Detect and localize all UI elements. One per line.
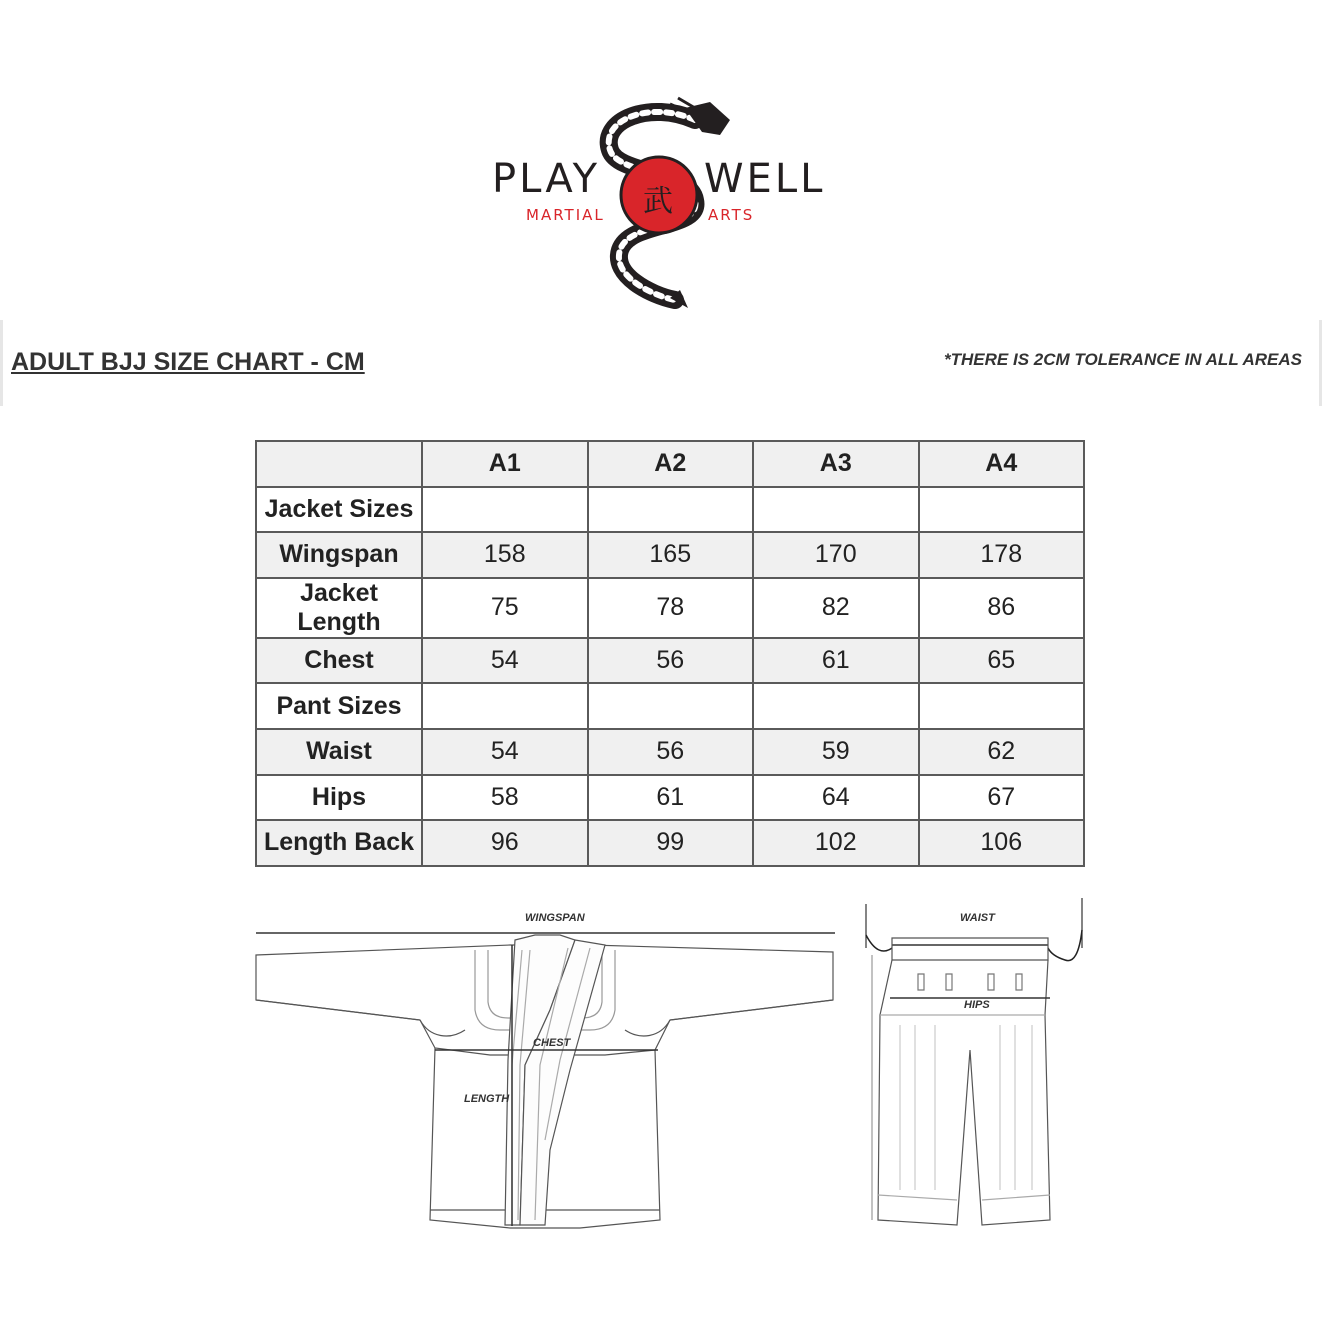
row-label: Chest	[256, 638, 422, 684]
chest-label: CHEST	[533, 1037, 571, 1049]
logo-word-well: WELL	[704, 156, 826, 202]
column-header-a3: A3	[753, 441, 919, 487]
hips-label: HIPS	[964, 999, 990, 1011]
table-cell: 78	[588, 578, 754, 638]
emblem-character: 武	[643, 184, 673, 219]
table-cell	[588, 683, 754, 729]
waist-label: WAIST	[960, 912, 995, 924]
tolerance-note: *THERE IS 2CM TOLERANCE IN ALL AREAS	[944, 350, 1302, 369]
column-header-a4: A4	[919, 441, 1085, 487]
pants-diagram	[860, 890, 1100, 1235]
table-row	[256, 638, 1084, 684]
table-cell: 61	[588, 775, 754, 821]
table-cell	[919, 683, 1085, 729]
table-cell	[919, 487, 1085, 533]
jacket-diagram	[250, 890, 840, 1235]
logo-word-play: PLAY	[492, 156, 601, 202]
table-cell	[588, 487, 754, 533]
table-cell: 62	[919, 729, 1085, 775]
table-cell: 54	[422, 729, 588, 775]
table-row	[256, 729, 1084, 775]
chart-title: ADULT BJJ SIZE CHART - CM	[11, 348, 365, 376]
row-label: Waist	[256, 729, 422, 775]
column-header-a1: A1	[422, 441, 588, 487]
table-cell: 82	[753, 578, 919, 638]
table-cell: 158	[422, 532, 588, 578]
table-cell: 56	[588, 638, 754, 684]
size-table	[255, 440, 1085, 867]
table-cell: 170	[753, 532, 919, 578]
header-corner-cell	[256, 441, 422, 487]
table-cell: 61	[753, 638, 919, 684]
table-cell: 67	[919, 775, 1085, 821]
table-row	[256, 532, 1084, 578]
table-cell: 86	[919, 578, 1085, 638]
table-row	[256, 578, 1084, 638]
table-row	[256, 487, 1084, 533]
row-label: Wingspan	[256, 532, 422, 578]
table-cell: 64	[753, 775, 919, 821]
table-row	[256, 775, 1084, 821]
table-cell	[753, 487, 919, 533]
table-cell	[753, 683, 919, 729]
logo-sub-martial: MARTIAL	[526, 206, 605, 224]
table-cell: 54	[422, 638, 588, 684]
table-cell: 58	[422, 775, 588, 821]
table-header-row	[256, 441, 1084, 487]
table-cell: 59	[753, 729, 919, 775]
row-label: Hips	[256, 775, 422, 821]
table-cell: 106	[919, 820, 1085, 866]
table-cell: 102	[753, 820, 919, 866]
table-cell: 65	[919, 638, 1085, 684]
table-cell: 99	[588, 820, 754, 866]
row-label: Jacket Length	[256, 578, 422, 638]
table-cell: 178	[919, 532, 1085, 578]
table-cell: 96	[422, 820, 588, 866]
row-label: Pant Sizes	[256, 683, 422, 729]
table-cell: 165	[588, 532, 754, 578]
table-cell	[422, 683, 588, 729]
logo-sub-arts: ARTS	[708, 206, 755, 224]
table-cell: 75	[422, 578, 588, 638]
length-label: LENGTH	[464, 1093, 510, 1105]
size-table-body	[256, 441, 1084, 866]
row-label: Length Back	[256, 820, 422, 866]
table-cell: 56	[588, 729, 754, 775]
row-label: Jacket Sizes	[256, 487, 422, 533]
wingspan-label: WINGSPAN	[525, 912, 585, 924]
column-header-a2: A2	[588, 441, 754, 487]
table-cell	[422, 487, 588, 533]
table-row	[256, 683, 1084, 729]
table-row	[256, 820, 1084, 866]
brand-logo	[480, 90, 840, 310]
